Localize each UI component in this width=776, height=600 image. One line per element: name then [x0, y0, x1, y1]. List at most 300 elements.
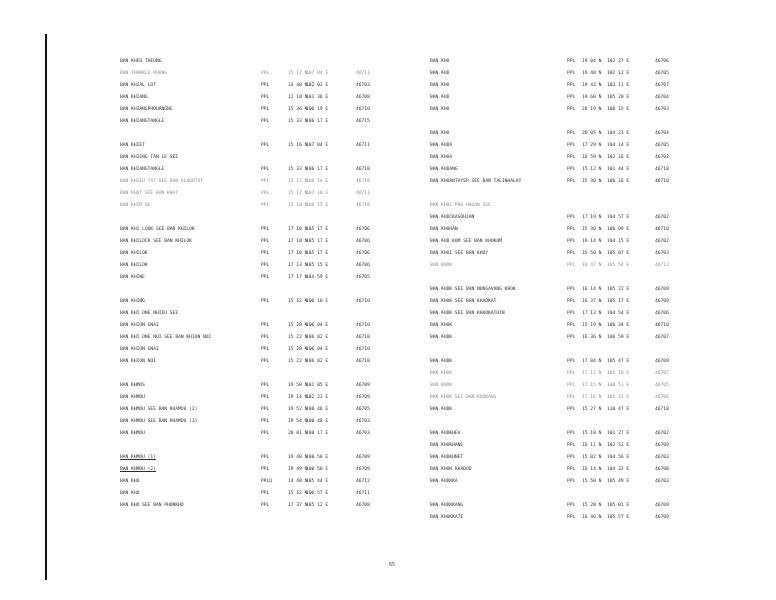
latitude: 15 30 N — [582, 179, 602, 184]
gazetteer-entry — [120, 165, 420, 177]
designation-code: PPL — [261, 191, 270, 196]
place-name: BAN KHOK SEE BAN KHOKANG — [430, 395, 497, 400]
longitude: 105 22 E — [607, 287, 630, 292]
gazetteer-entry — [430, 69, 730, 81]
longitude: 110 47 E — [607, 407, 630, 412]
latitude: 16 36 N — [582, 335, 602, 340]
place-name: BAN KHOANTAYEP SEE BAN TALINHALAY — [430, 179, 522, 184]
place-name: BAN KHION GNAI — [120, 347, 159, 352]
gazetteer-entry — [430, 105, 730, 117]
longitude: 102 21 E — [306, 395, 329, 400]
designation-code: PPL — [261, 119, 270, 124]
latitude: 14 40 N — [288, 83, 308, 88]
gazetteer-entry — [430, 249, 730, 261]
gazetteer-entry — [430, 477, 730, 489]
gazetteer-entry — [120, 333, 420, 345]
map-sheet: 46704 — [655, 131, 669, 136]
place-name: BAN KHION NOI — [120, 359, 156, 364]
longitude: 106 57 E — [306, 491, 329, 496]
map-sheet: 46710 — [356, 347, 370, 352]
latitude: 15 28 N — [288, 347, 308, 352]
map-sheet: 46703 — [655, 479, 669, 484]
longitude: 102 27 E — [607, 59, 630, 64]
place-name: BAN KHOC PHO HOUAN SEE — [430, 203, 491, 208]
latitude: 19 50 N — [288, 383, 308, 388]
gazetteer-entry — [120, 273, 420, 285]
designation-code: PPL — [567, 359, 576, 364]
longitude: 105 15 E — [306, 263, 329, 268]
longitude: 100 48 E — [306, 419, 329, 424]
map-sheet: 46709 — [655, 359, 669, 364]
longitude: 100 51 E — [607, 383, 630, 388]
place-name: BAN KHOK — [430, 359, 453, 364]
map-sheet: 46711 — [356, 143, 370, 148]
entry-spacer — [430, 273, 730, 285]
latitude: 15 33 N — [288, 119, 308, 124]
latitude: 15 12 N — [288, 191, 308, 196]
gazetteer-entry — [430, 369, 730, 381]
place-name: BAN KHOK — [430, 383, 453, 388]
designation-code: PPL — [567, 167, 576, 172]
place-name: BAN KHMOU — [120, 431, 145, 436]
designation-code: PPL — [261, 383, 270, 388]
latitude: 15 02 N — [582, 455, 602, 460]
latitude: 17 15 N — [582, 383, 602, 388]
map-sheet: 46709 — [655, 299, 669, 304]
gazetteer-entry — [430, 153, 730, 165]
latitude: 15 12 N — [288, 71, 308, 76]
map-sheet: 46705 — [655, 383, 669, 388]
place-name: BAN KHI ONE NHIEU SEE — [120, 311, 179, 316]
place-name: BAN KHOK — [430, 323, 453, 328]
map-sheet: 46708 — [356, 503, 370, 508]
designation-code: PPL — [567, 143, 576, 148]
latitude: 17 17 N — [288, 275, 308, 280]
gazetteer-entry — [430, 129, 730, 141]
longitude: 106 34 E — [607, 323, 630, 328]
entry-spacer — [430, 489, 730, 501]
place-name: BAN KHOHAN — [430, 227, 458, 232]
gazetteer-entry — [120, 249, 420, 261]
map-sheet: 46708 — [655, 467, 669, 472]
gazetteer-entry — [430, 57, 730, 69]
gazetteer-entry — [430, 393, 730, 405]
map-sheet: 46710 — [356, 299, 370, 304]
gazetteer-entry — [120, 417, 420, 429]
place-name: BAN KHIM OL — [120, 203, 151, 208]
place-name: BAN KHOK SEE BAN NONGAVANG KHOK — [430, 287, 516, 292]
longitude: 103 11 E — [607, 83, 630, 88]
designation-code: PPL — [261, 107, 270, 112]
place-name: BAN KHMOU SEE BAN KHAMOU (3) — [120, 419, 198, 424]
gazetteer-entry — [120, 141, 420, 153]
designation-code: PPL — [567, 455, 576, 460]
map-sheet: 46703 — [655, 251, 669, 256]
entry-spacer — [120, 213, 420, 225]
longitude: 106 04 E — [306, 323, 329, 328]
designation-code: PPL — [567, 515, 576, 520]
gazetteer-entry — [120, 57, 420, 69]
gazetteer-entry — [430, 429, 730, 441]
longitude: 105 17 E — [306, 251, 329, 256]
designation-code: PPLQ — [261, 479, 273, 484]
gazetteer-entry — [120, 153, 420, 165]
map-sheet: 46711 — [356, 71, 370, 76]
place-name: BAN KHOA — [430, 143, 453, 148]
place-name: BAN KHOKHNET — [430, 455, 464, 460]
designation-code: PPL — [261, 335, 270, 340]
map-sheet: 46710 — [356, 335, 370, 340]
gazetteer-entry — [430, 81, 730, 93]
map-sheet: 46703 — [655, 107, 669, 112]
entry-spacer — [430, 345, 730, 357]
latitude: 14 40 N — [288, 479, 308, 484]
map-sheet: 46709 — [356, 395, 370, 400]
latitude: 20 01 N — [288, 431, 308, 436]
gazetteer-entry — [120, 357, 420, 369]
latitude: 16 14 N — [582, 287, 602, 292]
place-name: BAN KHMOU — [120, 395, 145, 400]
longitude: 104 14 E — [607, 143, 630, 148]
place-name: BAN KHOA — [430, 155, 453, 160]
longitude: 106 16 E — [607, 179, 630, 184]
place-name: BAN KHOK SEE BAN KHADKAT — [430, 299, 497, 304]
gazetteer-entry — [430, 165, 730, 177]
latitude: 15 16 N — [288, 143, 308, 148]
map-sheet: 46710 — [356, 359, 370, 364]
binding-edge-line — [45, 34, 47, 580]
latitude: 20 19 N — [582, 107, 602, 112]
latitude: 15 12 N — [288, 179, 308, 184]
place-name: BAN KHEU THEUNG — [120, 59, 162, 64]
gazetteer-entry — [120, 309, 420, 321]
map-sheet: 46702 — [655, 431, 669, 436]
designation-code: PPL — [261, 251, 270, 256]
map-sheet: 46702 — [655, 239, 669, 244]
gazetteer-entry — [120, 465, 420, 477]
map-sheet: 46706 — [356, 227, 370, 232]
latitude: 19 52 N — [288, 407, 308, 412]
place-name: BAN KHIAL LOT — [120, 83, 156, 88]
gazetteer-entry — [120, 177, 420, 189]
latitude: 15 12 N — [582, 167, 602, 172]
gazetteer-entry — [430, 297, 730, 309]
place-name: BAN KHI LOOK SEE BAN KHILOK — [120, 227, 195, 232]
place-name: BAN KHI ONE NOI SEE BAN KHION NOI — [120, 335, 212, 340]
latitude: 17 04 N — [582, 359, 602, 364]
gazetteer-entry — [430, 201, 730, 213]
designation-code: PPL — [567, 323, 576, 328]
designation-code: PPL — [567, 107, 576, 112]
longitude: 106 15 E — [306, 203, 329, 208]
designation-code: PPL — [261, 71, 270, 76]
map-sheet: 46705 — [655, 143, 669, 148]
longitude: 107 04 E — [306, 71, 329, 76]
designation-code: PPL — [567, 467, 576, 472]
designation-code: PPL — [567, 335, 576, 340]
longitude: 106 17 E — [306, 119, 329, 124]
place-name: BAN KHOI SEE BAN KHOY — [430, 251, 489, 256]
latitude: 15 19 N — [582, 323, 602, 328]
place-name: BAN KHO — [430, 95, 450, 100]
latitude: 19 40 N — [582, 71, 602, 76]
longitude: 106 17 E — [306, 167, 329, 172]
map-sheet: 46706 — [655, 59, 669, 64]
entry-spacer — [430, 117, 730, 129]
entry-spacer — [120, 441, 420, 453]
place-name: BAN KHO — [430, 71, 450, 76]
longitude: 105 12 E — [306, 503, 329, 508]
designation-code: PPL — [567, 371, 576, 376]
latitude: 15 22 N — [288, 359, 308, 364]
longitude: 105 49 E — [607, 479, 630, 484]
place-name: BAN KHIANGPHOUANGNG — [120, 107, 173, 112]
gazetteer-entry — [430, 213, 730, 225]
place-name: BAN KHINE — [120, 275, 145, 280]
longitude: 102 52 E — [607, 443, 630, 448]
longitude: 105 17 E — [306, 239, 329, 244]
place-name: BAN KHOT SEE BAN KHAT — [120, 191, 179, 196]
place-name: BAN KHMOU (2) — [120, 467, 156, 472]
latitude: 15 12 N — [288, 491, 308, 496]
designation-code: PPL — [567, 287, 576, 292]
place-name: BAN KHION GNAI — [120, 323, 159, 328]
gazetteer-entry — [430, 261, 730, 273]
designation-code: PPL — [261, 143, 270, 148]
entry-spacer — [120, 129, 420, 141]
map-sheet: 46710 — [655, 227, 669, 232]
map-sheet: 46709 — [655, 287, 669, 292]
longitude: 107 10 E — [306, 191, 329, 196]
longitude: 106 59 E — [607, 335, 630, 340]
map-sheet: 46705 — [655, 71, 669, 76]
designation-code: PPL — [567, 215, 576, 220]
designation-code: PPL — [567, 431, 576, 436]
designation-code: PPL — [261, 227, 270, 232]
latitude: 17 13 N — [288, 263, 308, 268]
designation-code: PPL — [261, 239, 270, 244]
gazetteer-entry — [120, 93, 420, 105]
longitude: 104 59 E — [306, 275, 329, 280]
designation-code: PPL — [567, 179, 576, 184]
map-sheet: 46710 — [356, 203, 370, 208]
longitude: 107 04 E — [306, 143, 329, 148]
designation-code: PPL — [261, 467, 270, 472]
map-sheet: 46710 — [356, 179, 370, 184]
map-sheet: 46706 — [356, 263, 370, 268]
longitude: 100 46 E — [306, 407, 329, 412]
longitude: 102 02 E — [306, 83, 329, 88]
designation-code: PPL — [261, 407, 270, 412]
latitude: 16 40 N — [582, 515, 602, 520]
longitude: 100 50 E — [306, 455, 329, 460]
latitude: 15 20 N — [582, 503, 602, 508]
designation-code: PPL — [567, 443, 576, 448]
map-sheet: 46708 — [356, 95, 370, 100]
latitude: 15 10 N — [288, 203, 308, 208]
place-name: BAN KHOK — [430, 371, 453, 376]
place-name: BAN THAKKLO PHONG — [120, 71, 168, 76]
gazetteer-entry — [430, 237, 730, 249]
gazetteer-entry — [120, 381, 420, 393]
designation-code: PPL — [567, 395, 576, 400]
latitude: 15 28 N — [288, 323, 308, 328]
longitude: 100 17 E — [306, 431, 329, 436]
designation-code: PPL — [261, 347, 270, 352]
map-sheet: 46703 — [356, 431, 370, 436]
place-name: BAN KHOK — [430, 335, 453, 340]
designation-code: PPL — [567, 407, 576, 412]
longitude: 105 54 E — [607, 263, 630, 268]
latitude: 15 50 N — [582, 479, 602, 484]
designation-code: PPL — [567, 251, 576, 256]
longitude: 105 07 E — [607, 251, 630, 256]
designation-code: PPL — [261, 419, 270, 424]
gazetteer-entry — [430, 381, 730, 393]
place-name: BAN KHIANG — [120, 95, 148, 100]
map-sheet: 46710 — [655, 167, 669, 172]
map-sheet: 46706 — [655, 311, 669, 316]
map-sheet: 46709 — [356, 383, 370, 388]
latitude: 19 43 N — [582, 83, 602, 88]
place-name: BAN KHO — [120, 491, 140, 496]
latitude: 16 47 N — [582, 263, 602, 268]
longitude: 102 16 E — [607, 155, 630, 160]
place-name: BAN KHMOU (1) — [120, 455, 156, 460]
latitude: 15 33 N — [288, 167, 308, 172]
gazetteer-entry — [430, 501, 730, 513]
map-sheet: 46711 — [356, 491, 370, 496]
entry-spacer — [430, 417, 730, 429]
place-name: BAN KHIEU TAT SEE BAN KLAOUTAT — [120, 179, 203, 184]
right-column — [430, 57, 730, 525]
gazetteer-entry — [430, 405, 730, 417]
entry-spacer — [430, 189, 730, 201]
longitude: 105 10 E — [607, 371, 630, 376]
place-name: BAN KHOKKA — [430, 479, 458, 484]
designation-code: PPL — [261, 203, 270, 208]
designation-code: PPL — [567, 83, 576, 88]
latitude: 19 14 N — [582, 239, 602, 244]
longitude: 104 54 E — [607, 311, 630, 316]
longitude: 106 02 E — [306, 359, 329, 364]
longitude: 105 47 E — [607, 359, 630, 364]
place-name: BAN KHO — [430, 83, 450, 88]
longitude: 106 02 E — [306, 335, 329, 340]
latitude: 17 16 N — [582, 395, 602, 400]
place-name: BAN KHO SEE BAN PHONKHO — [120, 503, 184, 508]
designation-code: PPL — [261, 299, 270, 304]
map-sheet: 46706 — [655, 395, 669, 400]
latitude: 17 13 N — [582, 311, 602, 316]
longitude: 105 20 E — [607, 95, 630, 100]
place-name: BAN KHILOK — [120, 263, 148, 268]
longitude: 104 15 E — [607, 239, 630, 244]
latitude: 19 14 N — [288, 395, 308, 400]
map-sheet: 46705 — [356, 275, 370, 280]
place-name: BAN KHILOK — [120, 251, 148, 256]
gazetteer-entry — [430, 309, 730, 321]
place-name: BAN KHOK — [430, 263, 453, 268]
longitude: 105 57 E — [607, 515, 630, 520]
place-name: BAN KHOK KHADOO — [430, 467, 472, 472]
map-sheet: 46707 — [655, 371, 669, 376]
place-name: BAN KHOKKANG — [430, 503, 464, 508]
map-sheet: 46702 — [655, 155, 669, 160]
place-name: BAN KHOANG — [430, 167, 458, 172]
latitude: 16 37 N — [582, 299, 602, 304]
longitude: 101 44 E — [607, 167, 630, 172]
gazetteer-entry — [120, 189, 420, 201]
place-name: BAN KHO — [430, 107, 450, 112]
gazetteer-entry — [430, 93, 730, 105]
latitude: 20 05 N — [582, 131, 602, 136]
map-sheet: 46703 — [356, 419, 370, 424]
map-sheet: 46709 — [655, 443, 669, 448]
longitude: 101 27 E — [607, 431, 630, 436]
gazetteer-entry — [120, 453, 420, 465]
designation-code: PPL — [567, 263, 576, 268]
longitude: 104 56 E — [607, 455, 630, 460]
designation-code: PPL — [261, 167, 270, 172]
map-sheet: 46712 — [356, 479, 370, 484]
longitude: 104 57 E — [607, 215, 630, 220]
map-sheet: 46709 — [655, 503, 669, 508]
latitude: 15 10 N — [582, 431, 602, 436]
designation-code: PPL — [567, 227, 576, 232]
map-sheet: 46709 — [356, 467, 370, 472]
map-sheet: 46705 — [356, 407, 370, 412]
latitude: 17 37 N — [288, 503, 308, 508]
designation-code: PPL — [567, 155, 576, 160]
designation-code: PPL — [567, 311, 576, 316]
latitude: 17 10 N — [288, 227, 308, 232]
place-name: BAN KHIENG TAN LE SEE — [120, 155, 179, 160]
place-name: BAN KHMOU SEE BAN KHAMOU (2) — [120, 407, 198, 412]
gazetteer-entry — [120, 321, 420, 333]
place-name: BAN KHO — [120, 479, 140, 484]
place-name: BAN KHILOCK SEE BAN KHILOK — [120, 239, 192, 244]
gazetteer-entry — [430, 141, 730, 153]
gazetteer-entry — [120, 201, 420, 213]
gazetteer-entry — [430, 441, 730, 453]
designation-code: PPL — [567, 383, 576, 388]
longitude: 100 15 E — [607, 107, 630, 112]
longitude: 100 50 E — [306, 467, 329, 472]
designation-code: PPL — [261, 95, 270, 100]
place-name: BAN KHOKHEA — [430, 431, 461, 436]
latitude: 15 36 N — [288, 107, 308, 112]
gazetteer-entry — [430, 333, 730, 345]
gazetteer-entry — [430, 285, 730, 297]
entry-spacer — [120, 369, 420, 381]
longitude: 106 14 E — [306, 179, 329, 184]
longitude: 104 32 E — [607, 467, 630, 472]
map-sheet: 46707 — [655, 335, 669, 340]
designation-code: PPL — [567, 299, 576, 304]
latitude: 16 14 N — [582, 467, 602, 472]
map-sheet: 46709 — [655, 515, 669, 520]
longitude: 106 19 E — [306, 107, 329, 112]
map-sheet: 46704 — [655, 95, 669, 100]
place-name: BAN KHO KOM SEE BAN KHOKOM — [430, 239, 502, 244]
map-sheet: 46703 — [356, 83, 370, 88]
latitude: 17 10 N — [288, 251, 308, 256]
place-name: BAN KHMOS — [120, 383, 145, 388]
latitude: 15 30 N — [582, 227, 602, 232]
map-sheet: 46707 — [655, 83, 669, 88]
gazetteer-entry — [120, 429, 420, 441]
